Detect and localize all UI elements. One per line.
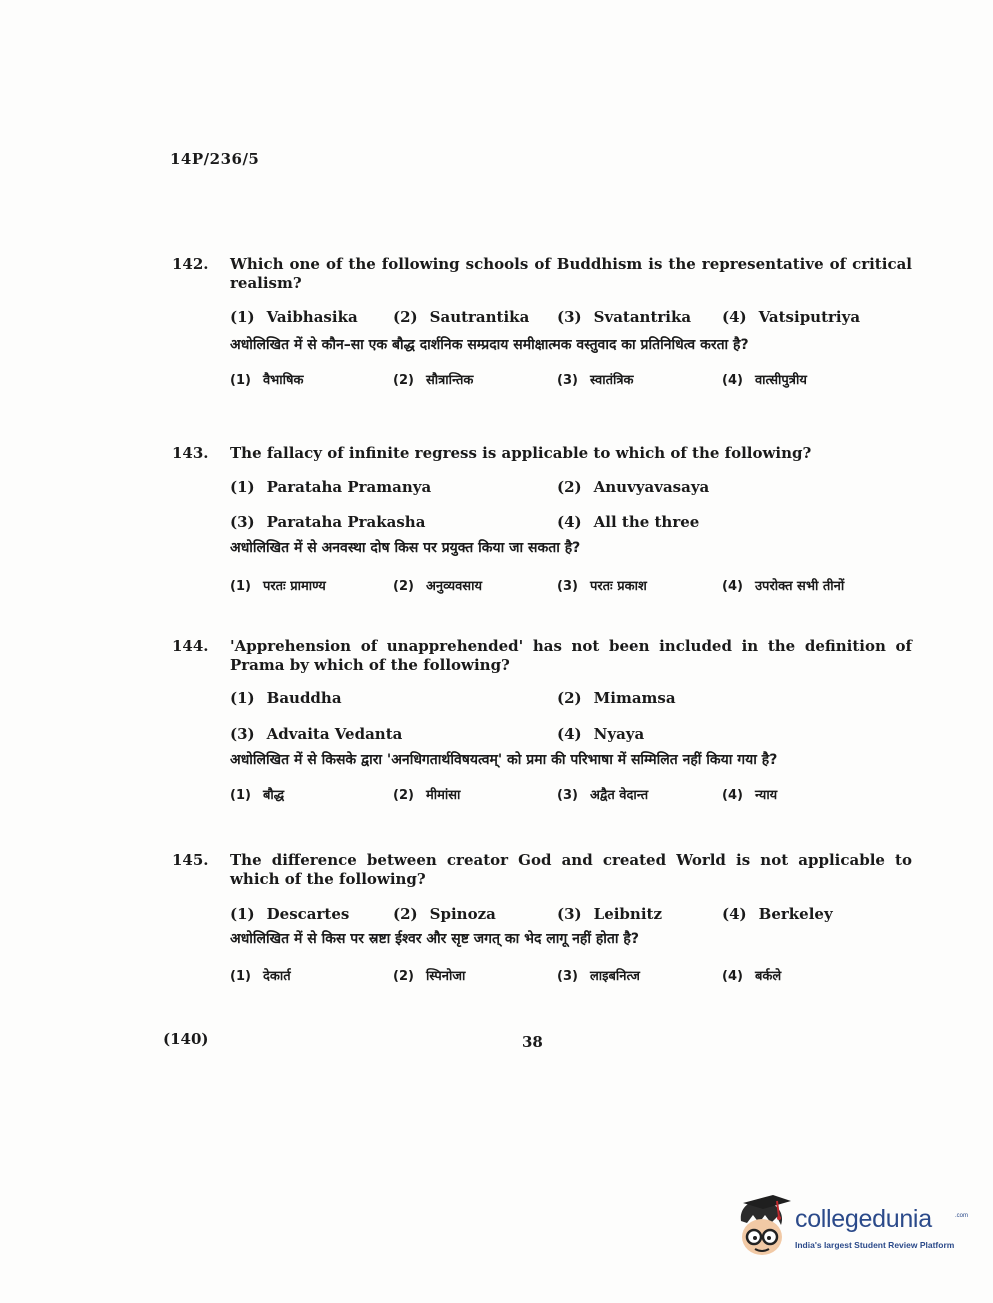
question-number: 143. [172,444,209,462]
question-144 [172,637,912,807]
question-text: 'Apprehension of unapprehended' has not been included in the definition of Prama by which of the following? [230,637,912,674]
option-2: (2) Mimamsa [557,689,676,707]
option-2: (2) Spinoza [393,905,496,923]
option-1: (1) Parataha Pramanya [230,478,432,496]
question-text: Which one of the following schools of Buddhism is the representative of critical realism? [230,255,912,292]
hindi-option-1: (1) परतः प्रामाण्य [230,579,326,594]
hindi-options [230,370,912,392]
option-4: (4) All the three [557,513,700,531]
booklet-count: (140) [163,1030,209,1048]
option-3: (3) Svatantrika [557,308,692,326]
hindi-option-4: (4) वात्सीपुत्रीय [722,373,807,388]
hindi-question-text: अधोलिखित में से किसके द्वारा 'अनधिगतार्थविषयत्वम्' को प्रमा की परिभाषा में सम्मिलित नहीं किया गया है? [230,752,778,768]
option-3: (3) Advaita Vedanta [230,725,403,743]
option-1: (1) Bauddha [230,689,342,707]
hindi-options [230,576,912,598]
hindi-option-4: (4) न्याय [722,788,778,803]
option-3: (3) Parataha Prakasha [230,513,426,531]
logo-wordmark: collegedunia [795,1205,932,1233]
hindi-option-2: (2) मीमांसा [393,788,461,803]
question-number: 145. [172,851,209,869]
option-3: (3) Leibnitz [557,905,662,923]
hindi-option-1: (1) वैभाषिक [230,373,304,388]
hindi-options [230,966,912,988]
option-4: (4) Vatsiputriya [722,308,861,326]
hindi-options [230,785,912,807]
option-4: (4) Nyaya [557,725,645,743]
question-text: The difference between creator God and created World is not applicable to which of the following? [230,851,912,888]
question-142 [172,255,912,392]
english-options-row-1 [230,689,912,711]
english-options-row-1 [230,478,912,500]
hindi-option-2: (2) अनुव्यवसाय [393,579,482,594]
hindi-question-text: अधोलिखित में से अनवस्था दोष किस पर प्रयुक्त किया जा सकता है? [230,540,581,556]
english-options-row-2 [230,513,912,535]
english-options [230,308,912,330]
option-2: (2) Sautrantika [393,308,530,326]
option-1: (1) Descartes [230,905,350,923]
collegedunia-logo [733,1195,969,1265]
hindi-option-3: (3) स्वातंत्रिक [557,373,634,388]
hindi-question-text: अधोलिखित में से किस पर स्रष्टा ईश्वर और सृष्ट जगत् का भेद लागू नहीं होता है? [230,931,639,947]
hindi-option-2: (2) सौत्रान्तिक [393,373,474,388]
hindi-question-text: अधोलिखित में से कौन–सा एक बौद्ध दार्शनिक सम्प्रदाय समीक्षात्मक वस्तुवाद का प्रतिनिधित्व करता है? [230,337,749,353]
option-2: (2) Anuvyavasaya [557,478,710,496]
hindi-option-3: (3) परतः प्रकाश [557,579,647,594]
question-143 [172,444,912,598]
logo-tagline: India's largest Student Review Platform [795,1240,955,1250]
option-1: (1) Vaibhasika [230,308,358,326]
english-options [230,905,912,927]
question-number: 142. [172,255,209,273]
question-text: The fallacy of infinite regress is applicable to which of the following? [230,444,812,462]
hindi-option-3: (3) अद्वैत वेदान्त [557,788,649,803]
paper-code: 14P/236/5 [170,150,260,168]
hindi-option-1: (1) बौद्ध [230,788,285,803]
hindi-option-4: (4) बर्कले [722,969,782,984]
hindi-option-1: (1) देकार्त [230,969,291,984]
question-145 [172,851,912,988]
hindi-option-2: (2) स्पिनोजा [393,969,466,984]
question-number: 144. [172,637,209,655]
logo-domain: .com [955,1213,969,1219]
page-number: 38 [522,1033,543,1051]
english-options-row-2 [230,725,912,747]
hindi-option-3: (3) लाइबनित्ज [557,969,640,984]
hindi-option-4: (4) उपरोक्त सभी तीनों [722,579,845,594]
mascot-icon [733,1195,793,1261]
option-4: (4) Berkeley [722,905,833,923]
